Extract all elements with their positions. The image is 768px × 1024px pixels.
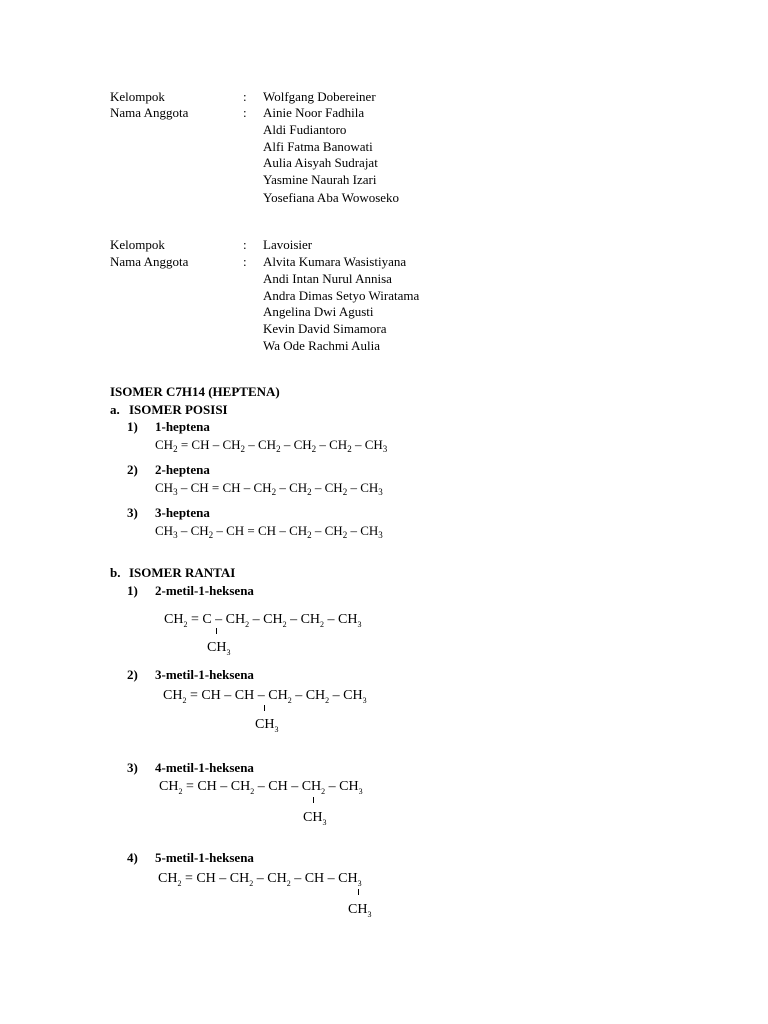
subscript: 3 bbox=[173, 530, 178, 540]
member-name: Angelina Dwi Agusti bbox=[263, 304, 374, 319]
item-number: 2) bbox=[127, 667, 138, 682]
branch-bond bbox=[313, 797, 314, 803]
subscript: 2 bbox=[182, 696, 187, 705]
item-number: 4) bbox=[127, 850, 138, 865]
section-title: ISOMER RANTAI bbox=[129, 565, 236, 580]
branch-group: $CH_3$ bbox=[207, 640, 231, 657]
item-number: 3) bbox=[127, 760, 138, 775]
subscript: 2 bbox=[347, 444, 352, 454]
structural-formula: $CH_2$ = CH – CH – $CH_2 - CH_2 - CH_3$ bbox=[163, 688, 367, 705]
isomer-name: 3-metil-1-heksena bbox=[155, 667, 254, 682]
subscript: 3 bbox=[274, 725, 279, 734]
item-number: 1) bbox=[127, 419, 138, 434]
group-name: Lavoisier bbox=[263, 237, 313, 252]
subscript: 2 bbox=[325, 696, 330, 705]
item-number: 2) bbox=[127, 462, 138, 477]
structural-formula: $CH_2$ = CH – $CH_2$ – CH – $CH_2 - CH_3$ bbox=[159, 779, 363, 796]
member-name: Andi Intan Nurul Annisa bbox=[263, 271, 392, 286]
branch-bond bbox=[358, 889, 359, 895]
subscript: 3 bbox=[378, 530, 383, 540]
member-name: Aulia Aisyah Sudrajat bbox=[263, 155, 378, 170]
subscript: 2 bbox=[249, 879, 254, 888]
colon: : bbox=[243, 237, 247, 252]
subscript: 2 bbox=[286, 879, 291, 888]
subscript: 2 bbox=[320, 620, 325, 629]
member-name: Aldi Fudiantoro bbox=[263, 122, 347, 137]
branch-group: $CH_3$ bbox=[303, 810, 327, 827]
subscript: 2 bbox=[321, 787, 326, 796]
isomer-name: 2-metil-1-heksena bbox=[155, 583, 254, 598]
subscript: 3 bbox=[357, 879, 362, 888]
section-marker: b. bbox=[110, 565, 121, 580]
structural-formula: $CH_2$ = CH – $CH_2 - CH_2 - CH_2 - CH_2 - CH_3$ bbox=[155, 437, 388, 454]
member-name: Kevin David Simamora bbox=[263, 321, 387, 336]
item-number: 1) bbox=[127, 583, 138, 598]
subscript: 3 bbox=[358, 787, 363, 796]
structural-formula: $CH_3 - CH_2$ – CH = CH – $CH_2 - CH_2 - CH_3$ bbox=[155, 523, 383, 540]
item-number: 3) bbox=[127, 505, 138, 520]
subscript: 2 bbox=[173, 444, 178, 454]
member-name: Yosefiana Aba Wowoseko bbox=[263, 190, 400, 205]
subscript: 3 bbox=[378, 487, 383, 497]
section-title: ISOMER POSISI bbox=[129, 402, 228, 417]
group-label: Kelompok bbox=[110, 89, 165, 104]
subscript: 2 bbox=[307, 487, 312, 497]
subscript: 2 bbox=[208, 530, 214, 540]
subscript: 2 bbox=[250, 787, 255, 796]
subscript: 2 bbox=[178, 787, 183, 796]
subscript: 3 bbox=[362, 696, 367, 705]
member-name: Yasmine Naurah Izari bbox=[263, 172, 377, 187]
members-label: Nama Anggota bbox=[110, 254, 189, 269]
subscript: 3 bbox=[322, 818, 327, 827]
subscript: 2 bbox=[245, 620, 250, 629]
structural-formula: $CH_3$ – CH = CH – $CH_2 - CH_2 - CH_2 - CH_3$ bbox=[155, 480, 383, 497]
subscript: 2 bbox=[287, 696, 292, 705]
subscript: 2 bbox=[342, 530, 348, 540]
member-name: Wa Ode Rachmi Aulia bbox=[263, 338, 381, 353]
member-name: Andra Dimas Setyo Wiratama bbox=[263, 288, 420, 303]
isomer-name: 2-heptena bbox=[155, 462, 210, 477]
isomer-name: 5-metil-1-heksena bbox=[155, 850, 254, 865]
branch-bond bbox=[216, 628, 217, 634]
subscript: 2 bbox=[183, 620, 188, 629]
structural-formula: $CH_2 = C - CH_2 - CH_2 - CH_2 - CH_3$ bbox=[164, 612, 362, 629]
group-name: Wolfgang Dobereiner bbox=[263, 89, 376, 104]
member-name: Ainie Noor Fadhila bbox=[263, 105, 365, 120]
subscript: 3 bbox=[382, 444, 388, 454]
members-label: Nama Anggota bbox=[110, 105, 189, 120]
colon: : bbox=[243, 254, 247, 269]
subscript: 3 bbox=[357, 620, 362, 629]
subscript: 2 bbox=[311, 444, 317, 454]
branch-group: $CH_3$ bbox=[255, 717, 279, 734]
subscript: 2 bbox=[282, 620, 287, 629]
group-label: Kelompok bbox=[110, 237, 165, 252]
colon: : bbox=[243, 89, 247, 104]
subscript: 3 bbox=[226, 648, 231, 657]
subscript: 3 bbox=[173, 487, 178, 497]
subscript: 2 bbox=[307, 530, 312, 540]
subscript: 2 bbox=[271, 487, 277, 497]
member-name: Alfi Fatma Banowati bbox=[263, 139, 373, 154]
page-heading: ISOMER C7H14 (HEPTENA) bbox=[110, 384, 280, 399]
isomer-name: 4-metil-1-heksena bbox=[155, 760, 254, 775]
structural-formula: $CH_2$ = CH – $CH_2 - CH_2$ – CH – $CH_3$ bbox=[158, 871, 362, 888]
subscript: 2 bbox=[276, 444, 281, 454]
branch-group: $CH_3$ bbox=[348, 902, 372, 919]
subscript: 2 bbox=[177, 879, 182, 888]
branch-bond bbox=[264, 705, 265, 711]
member-name: Alvita Kumara Wasistiyana bbox=[263, 254, 407, 269]
isomer-name: 3-heptena bbox=[155, 505, 210, 520]
subscript: 2 bbox=[342, 487, 348, 497]
subscript: 2 bbox=[240, 444, 246, 454]
colon: : bbox=[243, 105, 247, 120]
isomer-name: 1-heptena bbox=[155, 419, 210, 434]
subscript: 3 bbox=[367, 910, 372, 919]
section-marker: a. bbox=[110, 402, 120, 417]
